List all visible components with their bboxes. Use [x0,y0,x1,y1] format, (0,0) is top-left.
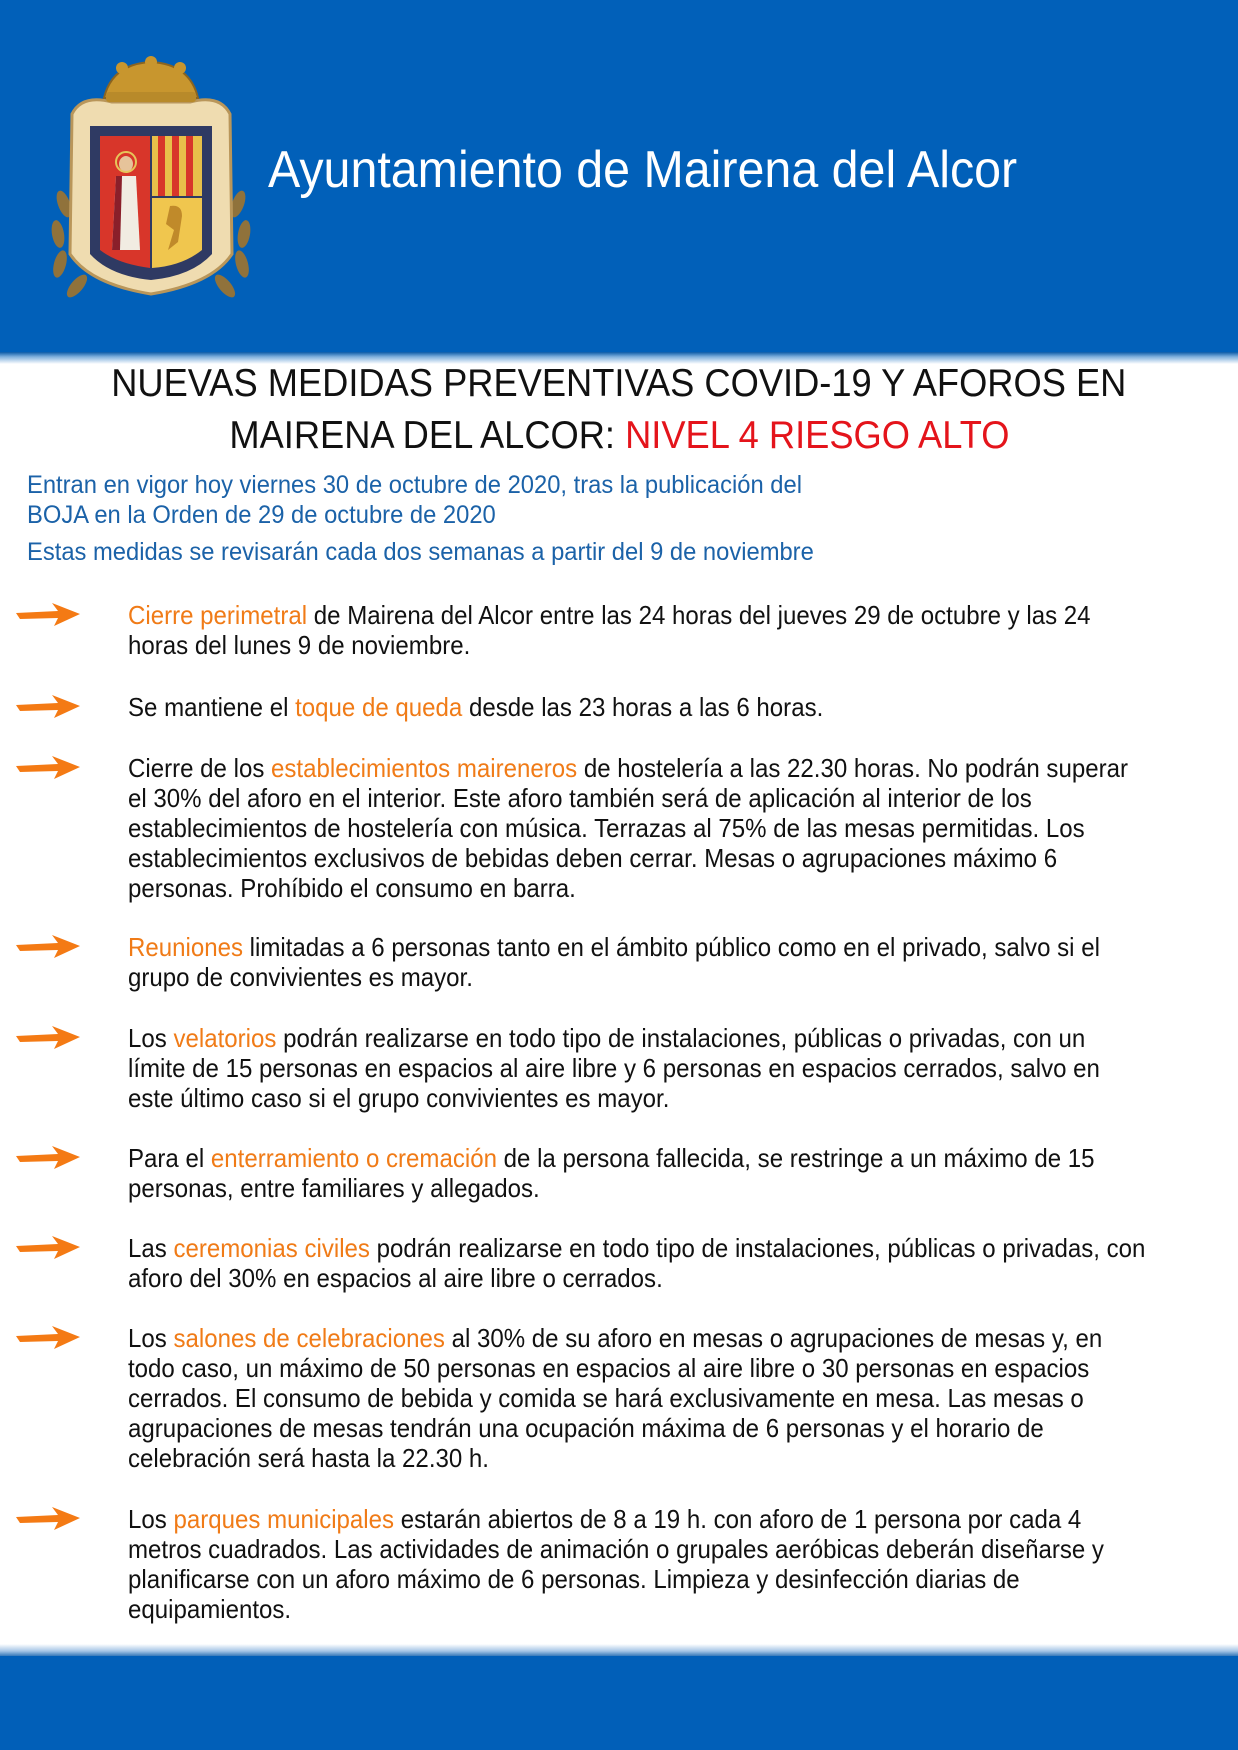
review-note: Estas medidas se revisarán cada dos semanas a partir del 9 de noviembre [27,538,814,566]
footer-banner [0,1656,1238,1750]
orange-arrow-icon [12,1233,82,1263]
effective-date-note [27,470,977,530]
orange-arrow-icon [12,1023,82,1053]
orange-arrow-icon [12,932,82,962]
measure-text: Las ceremonias civiles podrán realizarse en todo tipo de instalaciones, públicas o privadas, con aforo del 30% en espacios al aire libre o cerrados. [128,1233,1146,1293]
measure-text: Reuniones limitadas a 6 personas tanto en el ámbito público como en el privado, salvo si el grupo de convivientes es mayor. [128,932,1100,992]
measure-text: Los salones de celebraciones al 30% de su aforo en mesas o agrupaciones de mesas y, en todo caso, un máximo de 50 personas en espacios al aire libre o 30 personas en espacios cerrados. El consumo de bebida y comida se hará exclusivamente en mesa. Las mesas o agrupaciones de mesas tendrán una ocupación máxima de 6 personas y el horario de celebración será hasta la 22.30 h. [128,1323,1103,1473]
page-title [0,358,1238,462]
info-line-2: BOJA en la Orden de 29 de octubre de 2020 [27,501,496,529]
orange-arrow-icon [12,1504,82,1534]
orange-arrow-icon [12,1143,82,1173]
risk-level-badge: NIVEL 4 RIESGO ALTO [624,414,1010,457]
measure-text: Los velatorios podrán realizarse en todo tipo de instalaciones, públicas o privadas, con un límite de 15 personas en espacios al aire libre y 6 personas en espacios cerrados, salvo en este último caso si el grupo convivientes es mayor. [128,1023,1100,1113]
measure-highlight: Cierre perimetral [128,600,308,630]
coat-of-arms-icon [42,54,260,308]
measure-highlight: salones de celebraciones [173,1323,445,1353]
orange-arrow-icon [12,753,82,783]
measure-highlight: Reuniones [128,932,243,962]
measure-highlight: toque de queda [295,692,463,722]
measure-text: Cierre de los establecimientos maireneros de hostelería a las 22.30 horas. No podrán superar el 30% del aforo en el interior. Este aforo también será de aplicación al interior de los establecimientos de hostelería con música. Terrazas al 75% de las mesas permitidas. Los establecimientos exclusivos de bebidas deben cerrar. Mesas o agrupaciones máximo 6 personas. Prohíbido el consumo en barra. [128,753,1128,903]
measure-highlight: enterramiento o cremación [210,1143,497,1173]
measure-highlight: velatorios [173,1023,277,1053]
measure-text: Los parques municipales estarán abiertos de 8 a 19 h. con aforo de 1 persona por cada 4 metros cuadrados. Las actividades de animación o grupales aeróbicas deberán diseñarse y planificarse con un aforo máximo de 6 personas. Limpieza y desinfección diarias de equipamientos. [128,1504,1104,1624]
measure-highlight: establecimientos maireneros [271,753,578,783]
measure-text: Cierre perimetral de Mairena del Alcor entre las 24 horas del jueves 29 de octubre y las 24 horas del lunes 9 de noviembre. [128,600,1091,660]
header-title: Ayuntamiento de Mairena del Alcor [268,141,1018,199]
orange-arrow-icon [12,692,82,722]
info-line-1: Entran en vigor hoy viernes 30 de octubre de 2020, tras la publicación del [27,471,803,499]
orange-arrow-icon [12,600,82,630]
measure-text: Para el enterramiento o cremación de la persona fallecida, se restringe a un máximo de 15 personas, entre familiares y allegados. [128,1143,1095,1203]
measure-text: Se mantiene el toque de queda desde las 23 horas a las 6 horas. [128,692,824,722]
orange-arrow-icon [12,1323,82,1353]
title-line-1: NUEVAS MEDIDAS PREVENTIVAS COVID-19 Y AFOROS EN [111,362,1127,405]
title-line-2-prefix: MAIRENA DEL ALCOR: [228,414,625,457]
measure-highlight: ceremonias civiles [173,1233,370,1263]
header-banner [0,0,1238,358]
measure-highlight: parques municipales [173,1504,395,1534]
